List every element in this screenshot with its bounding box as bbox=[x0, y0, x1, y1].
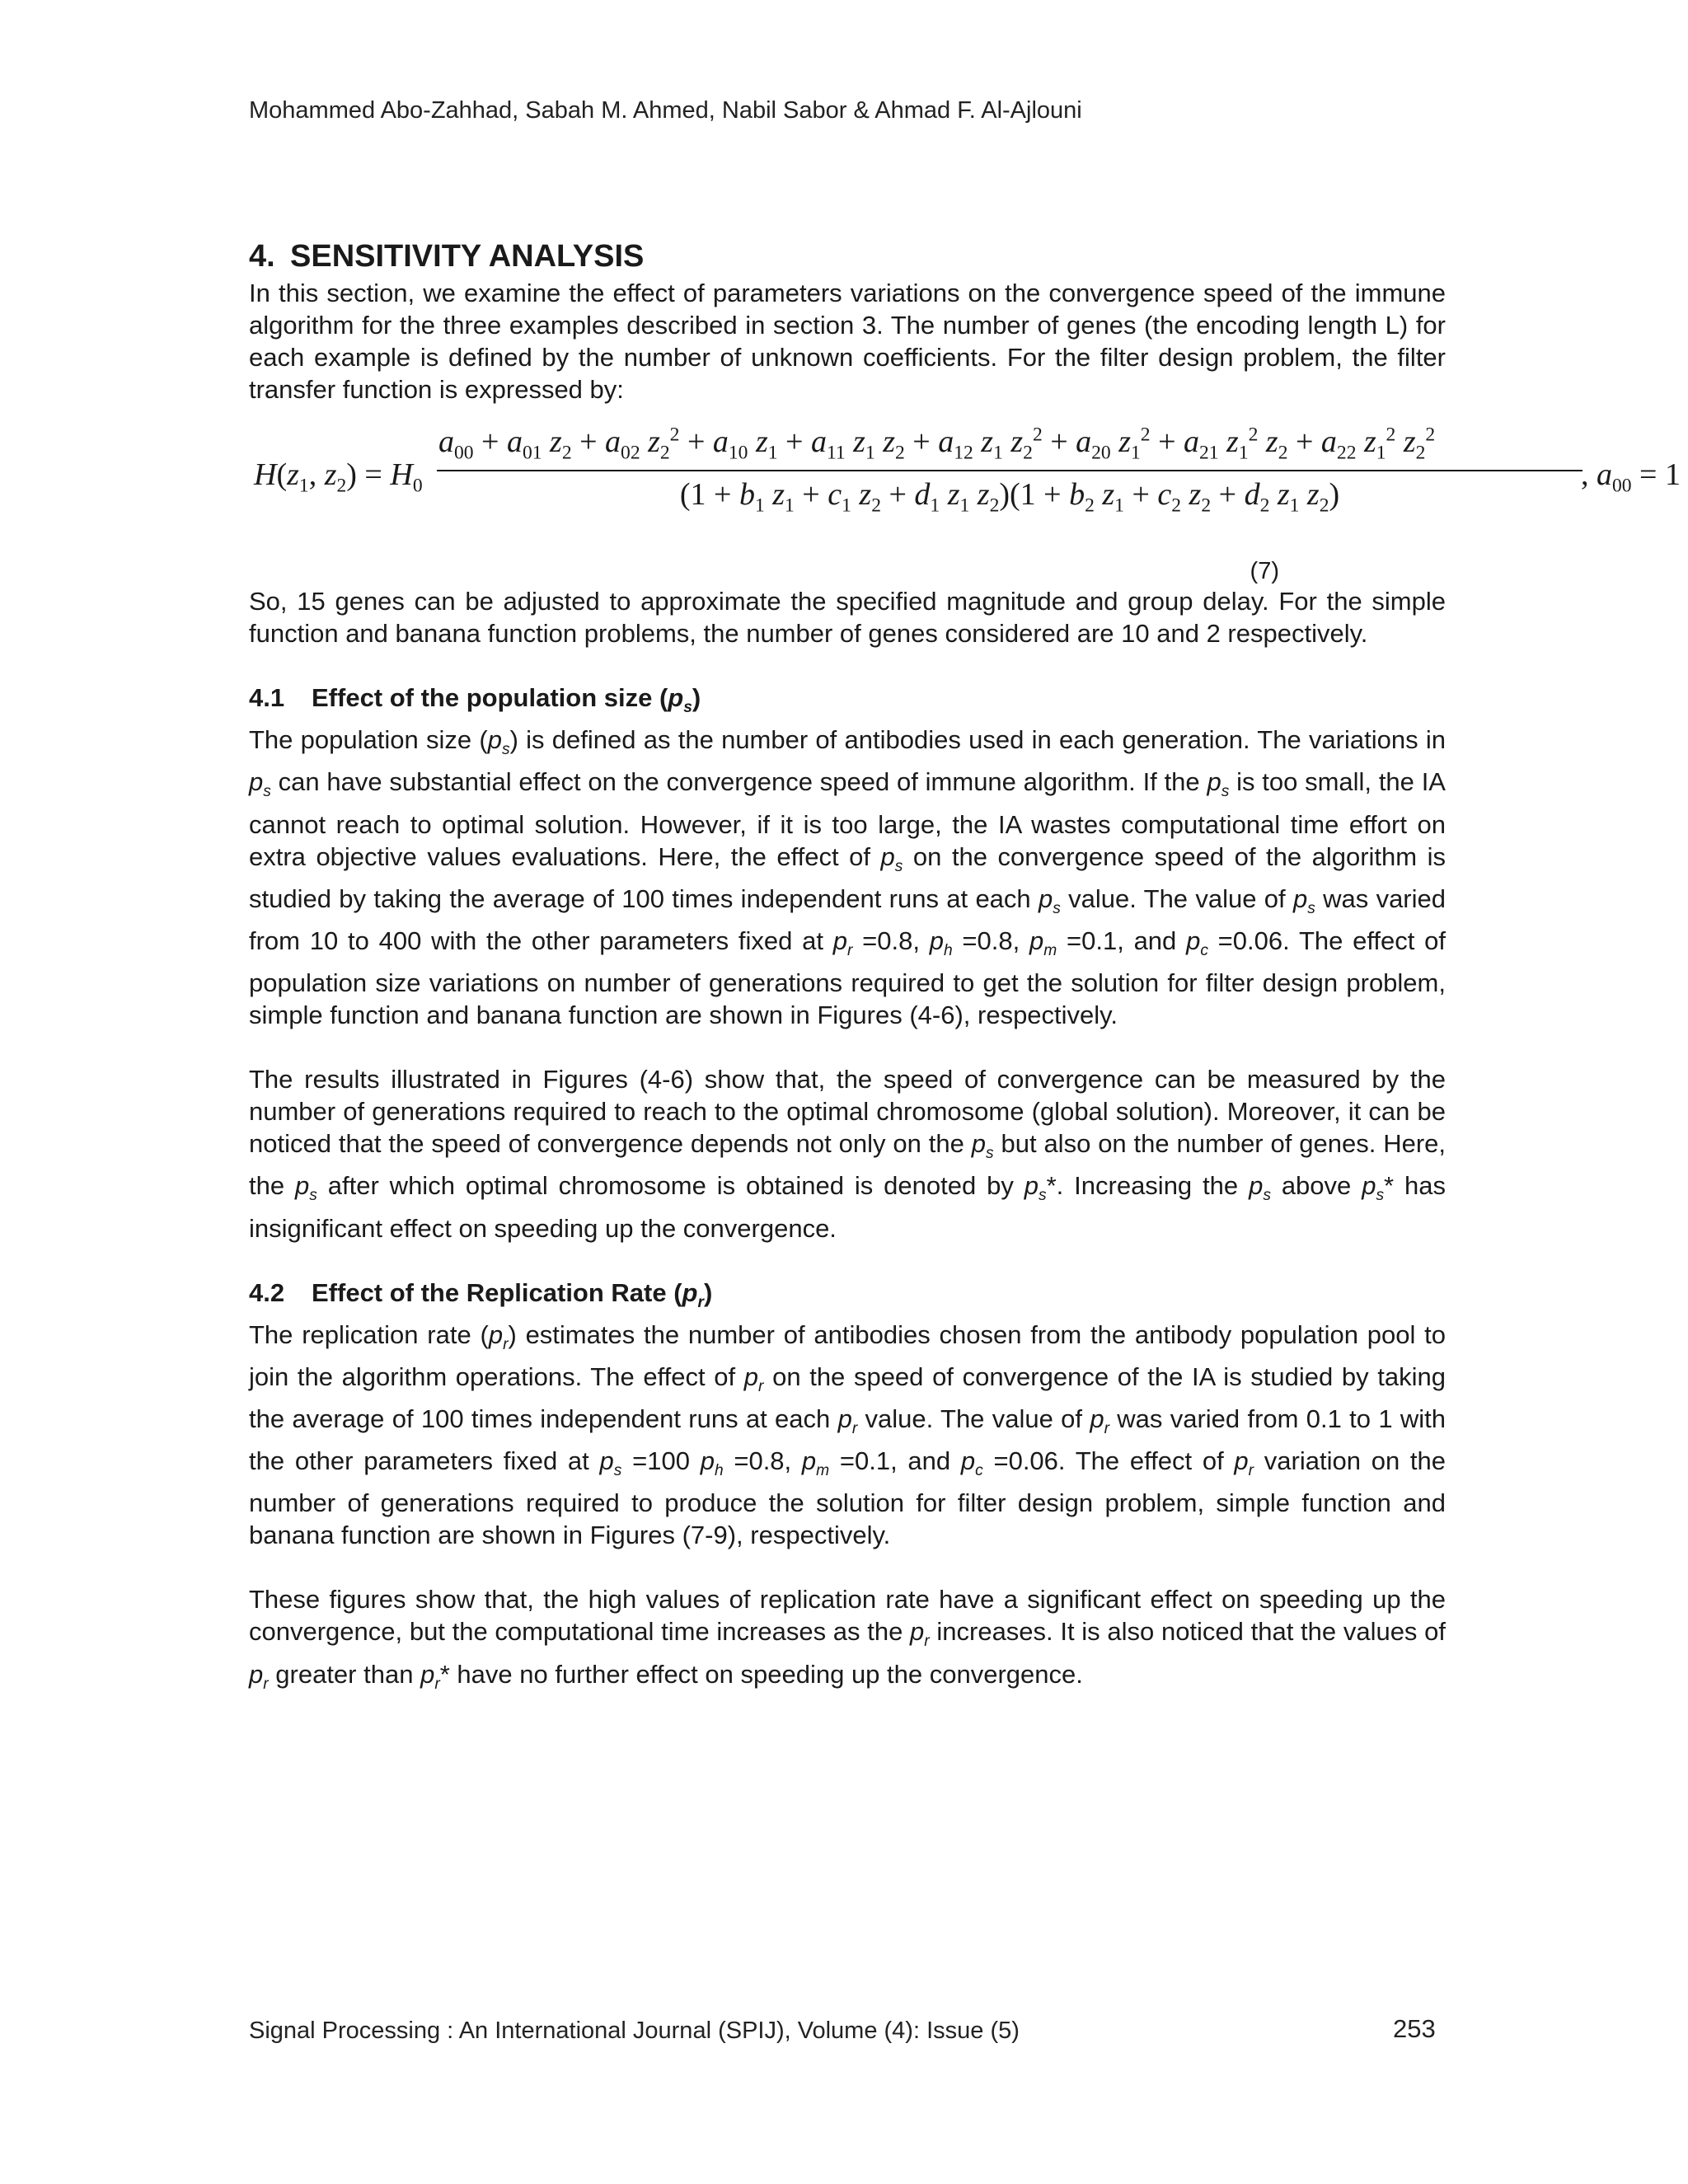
paragraph: The results illustrated in Figures (4-6) show that, the speed of convergence can be measured by the number of generations required to reach to the optimal chromosome (global solution). Moreover, it can be noticed that the speed of convergence depends not only on the $p_s$ but also on the number of genes. Here, the $p_s$ after which optimal chromosome is obtained is denoted by $p_s*$. Increasing the $p_s$ above $p_s*$ has insignificant effect on speeding up the convergence. bbox=[249, 1065, 1446, 1243]
paragraph: These figures show that, the high values of replication rate have a significant effect on speeding up the convergence, but the computational time increases as the $p_r$ increases. It is also noticed that the values of $p_r$ greater than $p_r*$ have no further effect on speeding up the convergence. bbox=[249, 1585, 1446, 1693]
equation-fraction bbox=[437, 424, 1582, 517]
equation-numerator: $a_{00} + a_{01}$ $z_2 + a_{02}$ $z_2^2 + a_{10}$ $z_1 + a_{11}$ $z_1$ $z_2 + a_{12}$ $z_1$ $z_2^2 + a_{20}$ $z_1^2 + a_{21}$ $z_1^2$ $z_2 + a_{22}$ $z_1^2$ $z_2^2$ bbox=[438, 424, 1436, 464]
subsection-heading-4-1: 4.1 Effect of the population size $(p_s)$ bbox=[249, 683, 701, 717]
section-heading bbox=[249, 237, 1446, 275]
running-header: Mohammed Abo-Zahhad, Sabah M. Ahmed, Nabil Sabor & Ahmad F. Al-Ajlouni bbox=[249, 97, 1082, 124]
paragraph: The population size $(p_s)$ is defined as the number of antibodies used in each generation. The variations in $p_s$ can have substantial effect on the convergence speed of immune algorithm. If the $p_s$ is too small, the IA cannot reach to optimal solution. However, if it is too large, the IA wastes computational time effort on extra objective values evaluations. Here, the effect of $p_s$ on the convergence speed of the algorithm is studied by taking the average of 100 times independent runs at each $p_s$ value. The value of $p_s$ was varied from 10 to 400 with the other parameters fixed at $p_r =0.8$, $p_h =0.8$, $p_m =0.1$, and $p_c =0.06$. The effect of population size variations on number of generations required to get the solution for filter design problem, simple function and banana function are shown in Figures (4-6), respectively. bbox=[249, 725, 1446, 1030]
page-body bbox=[249, 237, 1681, 1700]
section-title: SENSITIVITY ANALYSIS bbox=[290, 239, 645, 274]
equation-7 bbox=[249, 424, 1681, 554]
equation-lhs: $H(z_1$, $z_2) = H_0$ bbox=[254, 457, 423, 497]
paragraph: So, 15 genes can be adjusted to approximate the specified magnitude and group delay. For the simple function and banana function problems, the number of genes considered are 10 and 2 respectively. bbox=[249, 587, 1446, 648]
footer-journal: Signal Processing : An International Journal (SPIJ), Volume (4): Issue (5) bbox=[249, 2018, 1020, 2044]
equation-rhs: , $a_{00} = 1$ bbox=[1581, 457, 1681, 497]
page-number: 253 bbox=[1393, 2014, 1436, 2043]
section-number: 4. bbox=[249, 239, 275, 274]
fraction-bar bbox=[437, 470, 1582, 471]
paragraph: In this section, we examine the effect of parameters variations on the convergence speed of the immune algorithm for the three examples described in section 3. The number of genes (the encoding length L) for each example is defined by the number of unknown coefficients. For the filter design problem, the filter transfer function is expressed by: bbox=[249, 279, 1446, 404]
subsection-heading-4-2: 4.2 Effect of the Replication Rate $(p_r)$ bbox=[249, 1277, 713, 1311]
equation-number: (7) bbox=[1250, 558, 1279, 584]
paragraph: The replication rate $(p_r)$ estimates the number of antibodies chosen from the antibody population pool to join the algorithm operations. The effect of $p_r$ on the speed of convergence of the IA is studied by taking the average of 100 times independent runs at each $p_r$ value. The value of $p_r$ was varied from 0.1 to 1 with the other parameters fixed at $p_s =100$ $p_h =0.8$, $p_m =0.1$, and $p_c =0.06$. The effect of $p_r$ variation on the number of generations required to produce the solution for filter design problem, simple function and banana function are shown in Figures (7-9), respectively. bbox=[249, 1319, 1447, 1550]
equation-denominator: ($1 + b_1$ $z_1 + c_1$ $z_2 + d_1$ $z_1$ $z_2)(1 + b_2$ $z_1 + c_2$ $z_2 + d_2$ $z_1$ $z_2$) bbox=[679, 476, 1340, 517]
